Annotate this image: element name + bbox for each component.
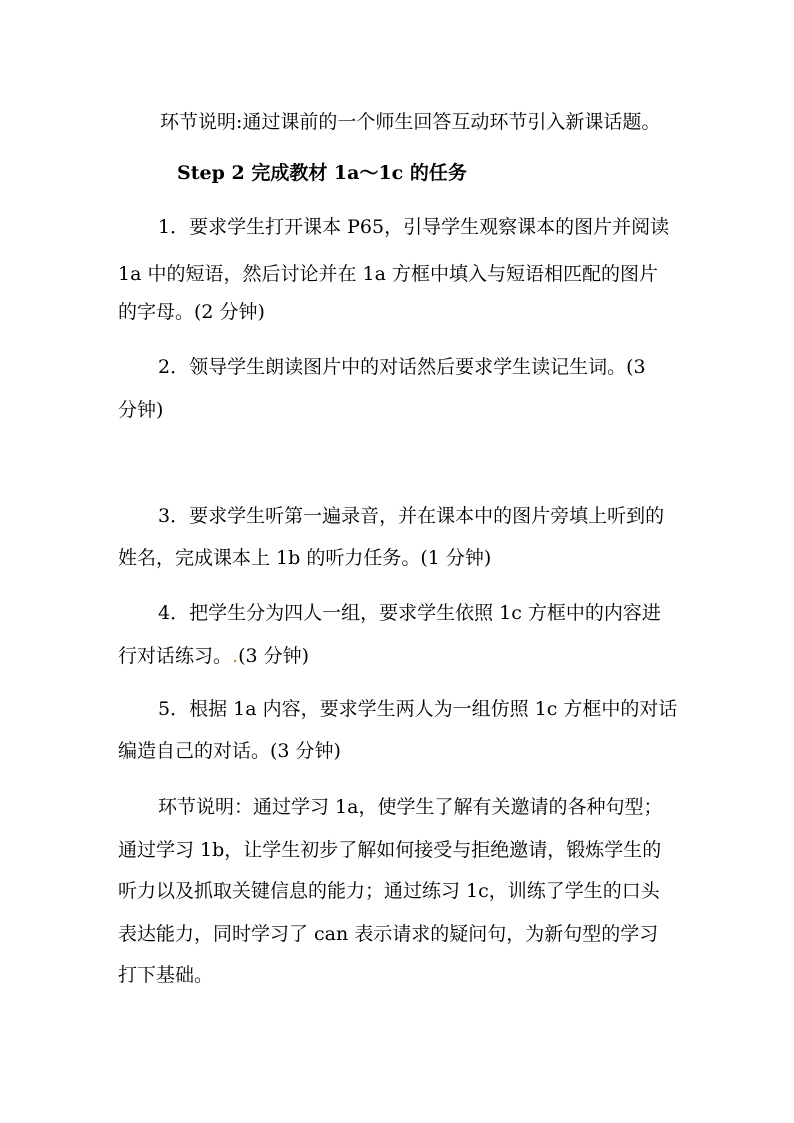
task-1-line-2: 1a 中的短语，然后讨论并在 1a 方框中填入与短语相匹配的图片 xyxy=(118,263,658,285)
step-heading: Step 2 完成教材 1a～1c 的任务 xyxy=(177,162,467,184)
task-3-line-1: 3．要求学生听第一遍录音，并在课本中的图片旁填上听到的 xyxy=(158,505,665,527)
summary-line-1: 环节说明：通过学习 1a，使学生了解有关邀请的各种句型； xyxy=(158,796,663,818)
task-4-line-2-text: 行对话练习。 xyxy=(118,645,233,667)
task-1-line-3: 的字母。(2 分钟) xyxy=(118,301,265,323)
task-5-line-2: 编造自己的对话。(3 分钟) xyxy=(118,740,341,762)
task-3-line-2: 姓名，完成课本上 1b 的听力任务。(1 分钟) xyxy=(118,547,492,569)
summary-line-3: 听力以及抓取关键信息的能力；通过练习 1c，训练了学生的口头 xyxy=(118,880,660,902)
summary-line-2: 通过学习 1b，让学生初步了解如何接受与拒绝邀请，锻炼学生的 xyxy=(118,839,662,861)
task-2-line-2: 分钟) xyxy=(118,399,164,421)
intro-note: 环节说明:通过课前的一个师生回答互动环节引入新课话题。 xyxy=(160,111,661,133)
task-1-line-1: 1．要求学生打开课本 P65，引导学生观察课本的图片并阅读 xyxy=(158,216,670,238)
task-5-line-1: 5．根据 1a 内容，要求学生两人为一组仿照 1c 方框中的对话 xyxy=(158,698,678,720)
summary-line-4: 表达能力，同时学习了 can 表示请求的疑问句，为新句型的学习 xyxy=(118,923,659,945)
task-4-line-2 xyxy=(118,644,309,668)
task-4-duration: (3 分钟) xyxy=(238,645,310,667)
summary-line-5: 打下基础。 xyxy=(118,964,214,986)
task-4-line-1: 4．把学生分为四人一组，要求学生依照 1c 方框中的内容进 xyxy=(158,602,661,624)
stray-dot: . xyxy=(232,645,239,667)
task-2-line-1: 2．领导学生朗读图片中的对话然后要求学生读记生词。(3 xyxy=(158,356,646,378)
